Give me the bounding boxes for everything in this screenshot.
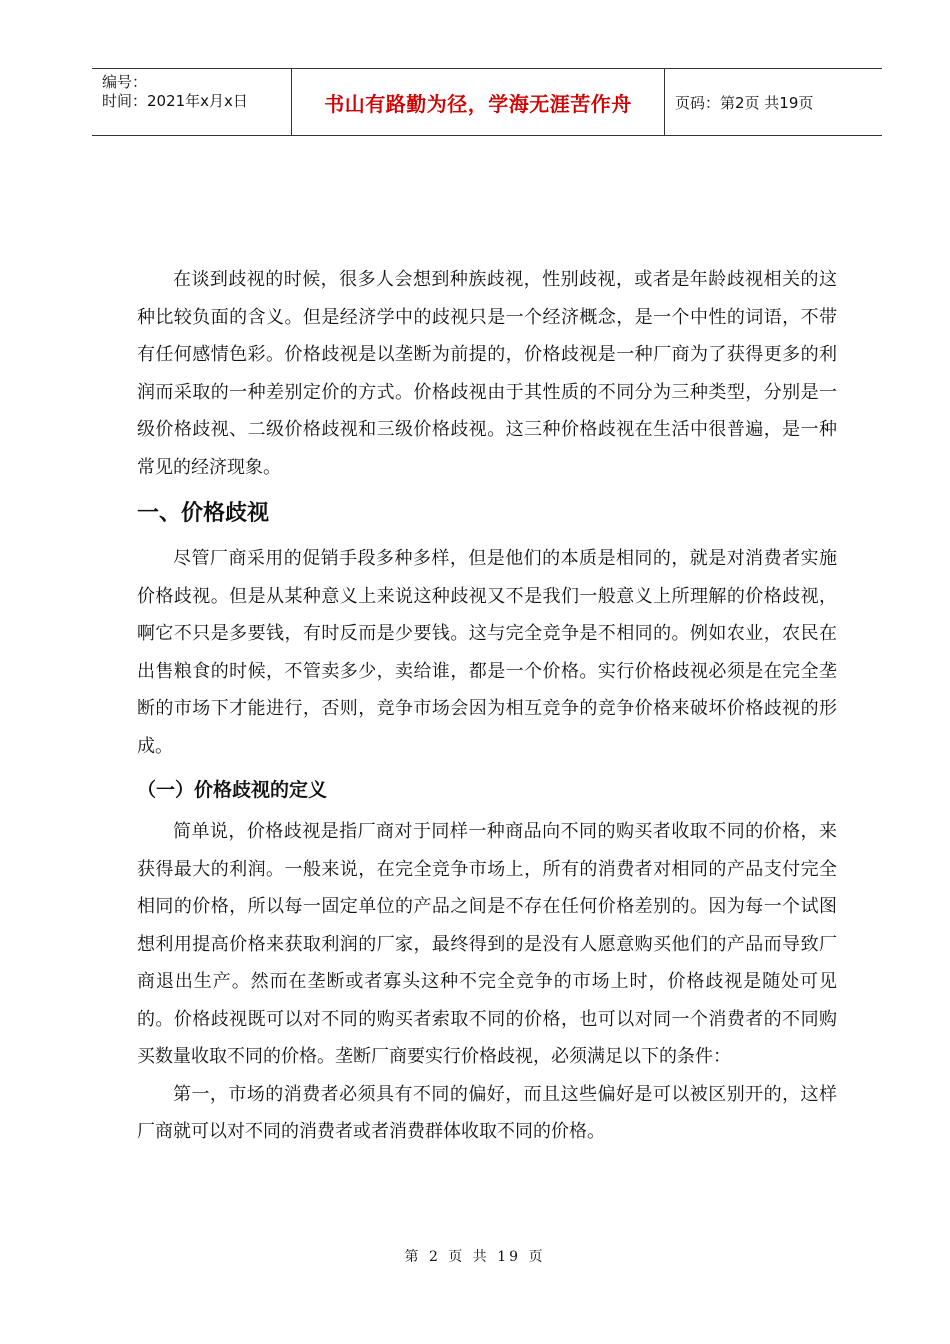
time-label: 时间：2021年x月x日 — [102, 92, 248, 110]
header-meta — [92, 69, 292, 135]
subsection-paragraph-2: 第一，市场的消费者必须具有不同的偏好，而且这些偏好是可以被区别开的，这样厂商就可以对不同的消费者或者消费群体收取不同的价格。 — [137, 1083, 837, 1142]
section-heading: 一、价格歧视 — [137, 501, 270, 526]
section-paragraph: 尽管厂商采用的促销手段多种多样，但是他们的本质是相同的，就是对消费者实施价格歧视。但是从某种意义上来说这种歧视又不是我们一般意义上所理解的价格歧视，啊它不只是多要钱，有时反而是少要钱。这与完全竞争是不相同的。例如农业，农民在出售粮食的时候，不管卖多少，卖给谁，都是一个价格。实行价格歧视必须是在完全垄断的市场下才能进行，否则，竞争市场会因为相互竞争的竞争价格来破坏价格歧视的形成。 — [137, 548, 837, 757]
page-header — [92, 68, 882, 136]
header-page-label: 页码：第2页 共19页 — [675, 93, 814, 112]
intro-paragraph: 在谈到歧视的时候，很多人会想到种族歧视，性别歧视，或者是年龄歧视相关的这种比较负面的含义。但是经济学中的歧视只是一个经济概念，是一个中性的词语，不带有任何感情色彩。价格歧视是以垄断为前提的，价格歧视是一种厂商为了获得更多的利润而采取的一种差别定价的方式。价格歧视由于其性质的不同分为三种类型，分别是一级价格歧视、二级价格歧视和三级价格歧视。这三种价格歧视在生活中很普遍，是一种常见的经济现象。 — [137, 269, 837, 478]
page-footer: 第 2 页 共 19 页 — [404, 1249, 546, 1265]
number-label: 编号： — [102, 73, 148, 91]
header-motto: 书山有路勤为径，学海无涯苦作舟 — [292, 69, 665, 135]
document-body — [137, 261, 837, 1151]
subsection-paragraph-1: 简单说，价格歧视是指厂商对于同样一种商品向不同的购买者收取不同的价格，来获得最大的利润。一般来说，在完全竞争市场上，所有的消费者对相同的产品支付完全相同的价格，所以每一固定单位的产品之间是不存在任何价格差别的。因为每一个试图想利用提高价格来获取利润的厂家，最终得到的是没有人愿意购买他们的产品而导致厂商退出生产。然而在垄断或者寡头这种不完全竞争的市场上时，价格歧视是随处可见的。价格歧视既可以对不同的购买者索取不同的价格，也可以对同一个消费者的不同购买数量收取不同的价格。垄断厂商要实行价格歧视，必须满足以下的条件： — [137, 821, 837, 1067]
subsection-heading: （一）价格歧视的定义 — [137, 779, 328, 801]
